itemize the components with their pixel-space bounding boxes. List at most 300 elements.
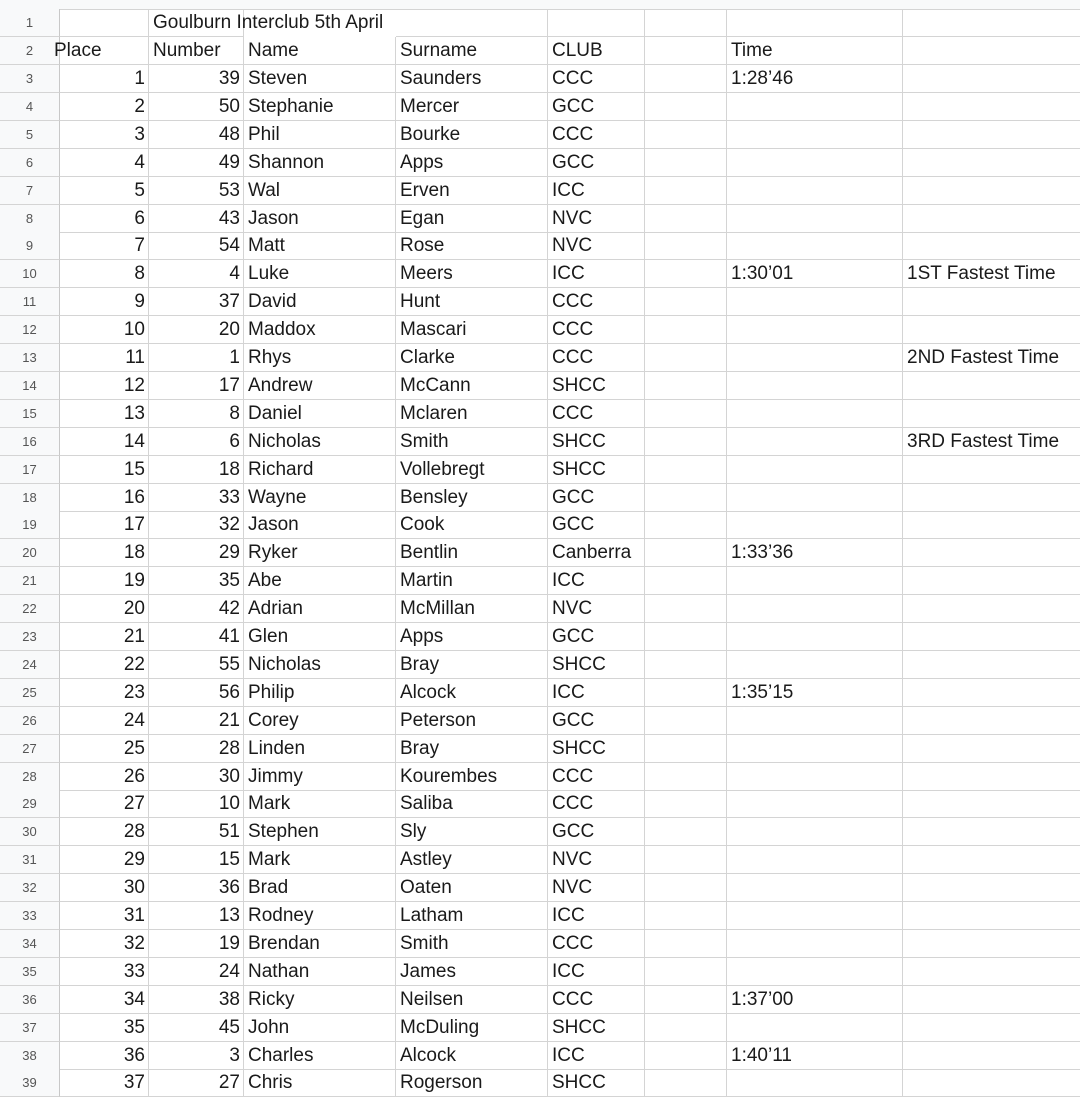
number-cell[interactable]: 8 (149, 400, 244, 428)
name-cell[interactable]: David (244, 288, 396, 316)
club-cell[interactable]: CCC (548, 986, 645, 1014)
note-cell[interactable] (903, 958, 1080, 986)
sheet-title[interactable]: Goulburn Interclub 5th April (149, 9, 244, 37)
club-cell[interactable]: CCC (548, 763, 645, 791)
number-cell[interactable]: 45 (149, 1014, 244, 1042)
surname-cell[interactable]: Apps (396, 149, 548, 177)
note-cell[interactable] (903, 400, 1080, 428)
row-number[interactable]: 26 (0, 707, 60, 735)
name-cell[interactable]: Nicholas (244, 651, 396, 679)
note-cell[interactable] (903, 484, 1080, 512)
time-cell[interactable]: 1:28’46 (727, 65, 903, 93)
place-cell[interactable]: 22 (60, 651, 149, 679)
row-number[interactable]: 15 (0, 400, 60, 428)
place-cell[interactable]: 7 (60, 232, 149, 260)
header-club[interactable]: CLUB (548, 37, 645, 65)
name-cell[interactable]: Rodney (244, 902, 396, 930)
number-cell[interactable]: 37 (149, 288, 244, 316)
cell[interactable] (645, 790, 727, 818)
surname-cell[interactable]: Saliba (396, 790, 548, 818)
club-cell[interactable]: CCC (548, 930, 645, 958)
note-cell[interactable] (903, 316, 1080, 344)
number-cell[interactable]: 43 (149, 205, 244, 233)
time-cell[interactable] (727, 428, 903, 456)
number-cell[interactable]: 1 (149, 344, 244, 372)
cell[interactable] (645, 372, 727, 400)
surname-cell[interactable]: Rose (396, 232, 548, 260)
cell[interactable] (645, 93, 727, 121)
time-cell[interactable] (727, 344, 903, 372)
number-cell[interactable]: 19 (149, 930, 244, 958)
number-cell[interactable]: 30 (149, 763, 244, 791)
row-number[interactable]: 13 (0, 344, 60, 372)
row-number[interactable]: 21 (0, 567, 60, 595)
name-cell[interactable]: Wal (244, 177, 396, 205)
time-cell[interactable]: 1:35’15 (727, 679, 903, 707)
club-cell[interactable]: GCC (548, 818, 645, 846)
cell[interactable] (645, 205, 727, 233)
row-number[interactable]: 2 (0, 37, 60, 65)
cell[interactable] (548, 9, 645, 37)
place-cell[interactable]: 35 (60, 1014, 149, 1042)
name-cell[interactable]: Rhys (244, 344, 396, 372)
place-cell[interactable]: 37 (60, 1069, 149, 1097)
row-number[interactable]: 29 (0, 790, 60, 818)
time-cell[interactable] (727, 316, 903, 344)
cell[interactable] (645, 316, 727, 344)
note-cell[interactable] (903, 763, 1080, 791)
place-cell[interactable]: 8 (60, 260, 149, 288)
place-cell[interactable]: 31 (60, 902, 149, 930)
place-cell[interactable]: 1 (60, 65, 149, 93)
surname-cell[interactable]: Hunt (396, 288, 548, 316)
row-number[interactable]: 17 (0, 456, 60, 484)
club-cell[interactable]: Canberra (548, 539, 645, 567)
surname-cell[interactable]: James (396, 958, 548, 986)
cell[interactable] (645, 344, 727, 372)
place-cell[interactable]: 9 (60, 288, 149, 316)
club-cell[interactable]: CCC (548, 400, 645, 428)
name-cell[interactable]: Linden (244, 735, 396, 763)
place-cell[interactable]: 24 (60, 707, 149, 735)
time-cell[interactable] (727, 121, 903, 149)
note-cell[interactable] (903, 986, 1080, 1014)
row-number[interactable]: 33 (0, 902, 60, 930)
time-cell[interactable] (727, 1069, 903, 1097)
number-cell[interactable]: 4 (149, 260, 244, 288)
cell[interactable] (645, 539, 727, 567)
number-cell[interactable]: 10 (149, 790, 244, 818)
cell[interactable] (645, 623, 727, 651)
note-cell[interactable] (903, 930, 1080, 958)
number-cell[interactable]: 24 (149, 958, 244, 986)
number-cell[interactable]: 50 (149, 93, 244, 121)
row-number[interactable]: 31 (0, 846, 60, 874)
place-cell[interactable]: 36 (60, 1042, 149, 1070)
place-cell[interactable]: 5 (60, 177, 149, 205)
name-cell[interactable]: Steven (244, 65, 396, 93)
note-cell[interactable] (903, 595, 1080, 623)
club-cell[interactable]: CCC (548, 344, 645, 372)
time-cell[interactable] (727, 846, 903, 874)
note-cell[interactable] (903, 205, 1080, 233)
number-cell[interactable]: 32 (149, 511, 244, 539)
note-cell[interactable] (903, 735, 1080, 763)
cell[interactable] (645, 735, 727, 763)
row-number[interactable]: 16 (0, 428, 60, 456)
surname-cell[interactable]: Bray (396, 735, 548, 763)
time-cell[interactable] (727, 232, 903, 260)
cell[interactable] (645, 986, 727, 1014)
note-cell[interactable] (903, 902, 1080, 930)
name-cell[interactable]: Jimmy (244, 763, 396, 791)
cell[interactable] (645, 651, 727, 679)
time-cell[interactable] (727, 372, 903, 400)
time-cell[interactable] (727, 763, 903, 791)
row-number[interactable]: 7 (0, 177, 60, 205)
time-cell[interactable]: 1:40’11 (727, 1042, 903, 1070)
place-cell[interactable]: 14 (60, 428, 149, 456)
number-cell[interactable]: 36 (149, 874, 244, 902)
name-cell[interactable]: Chris (244, 1069, 396, 1097)
place-cell[interactable]: 32 (60, 930, 149, 958)
name-cell[interactable]: Jason (244, 511, 396, 539)
row-number[interactable]: 36 (0, 986, 60, 1014)
name-cell[interactable]: Richard (244, 456, 396, 484)
row-number[interactable]: 35 (0, 958, 60, 986)
cell[interactable] (645, 232, 727, 260)
row-number[interactable]: 27 (0, 735, 60, 763)
time-cell[interactable]: 1:37’00 (727, 986, 903, 1014)
surname-cell[interactable]: Oaten (396, 874, 548, 902)
place-cell[interactable]: 33 (60, 958, 149, 986)
place-cell[interactable]: 11 (60, 344, 149, 372)
club-cell[interactable]: ICC (548, 177, 645, 205)
name-cell[interactable]: Abe (244, 567, 396, 595)
surname-cell[interactable]: Sly (396, 818, 548, 846)
name-cell[interactable]: Glen (244, 623, 396, 651)
number-cell[interactable]: 35 (149, 567, 244, 595)
note-cell[interactable] (903, 177, 1080, 205)
club-cell[interactable]: SHCC (548, 456, 645, 484)
place-cell[interactable]: 2 (60, 93, 149, 121)
place-cell[interactable]: 6 (60, 205, 149, 233)
name-cell[interactable]: Jason (244, 205, 396, 233)
header-number[interactable]: Number (149, 37, 244, 65)
club-cell[interactable]: CCC (548, 121, 645, 149)
number-cell[interactable]: 38 (149, 986, 244, 1014)
place-cell[interactable]: 15 (60, 456, 149, 484)
time-cell[interactable] (727, 149, 903, 177)
note-cell[interactable] (903, 539, 1080, 567)
surname-cell[interactable]: Rogerson (396, 1069, 548, 1097)
place-cell[interactable]: 29 (60, 846, 149, 874)
note-cell[interactable] (903, 65, 1080, 93)
time-cell[interactable] (727, 818, 903, 846)
time-cell[interactable] (727, 958, 903, 986)
name-cell[interactable]: Nicholas (244, 428, 396, 456)
club-cell[interactable]: ICC (548, 260, 645, 288)
note-cell[interactable] (903, 93, 1080, 121)
time-cell[interactable]: 1:33’36 (727, 539, 903, 567)
name-cell[interactable]: Matt (244, 232, 396, 260)
time-cell[interactable] (727, 874, 903, 902)
number-cell[interactable]: 53 (149, 177, 244, 205)
place-cell[interactable]: 23 (60, 679, 149, 707)
name-cell[interactable]: Corey (244, 707, 396, 735)
cell[interactable] (645, 37, 727, 65)
surname-cell[interactable]: McMillan (396, 595, 548, 623)
name-cell[interactable]: Nathan (244, 958, 396, 986)
cell[interactable] (645, 707, 727, 735)
row-number[interactable]: 1 (0, 9, 60, 37)
club-cell[interactable]: CCC (548, 288, 645, 316)
time-cell[interactable] (727, 595, 903, 623)
surname-cell[interactable]: Egan (396, 205, 548, 233)
header-name[interactable]: Name (244, 37, 396, 65)
place-cell[interactable]: 25 (60, 735, 149, 763)
row-number[interactable]: 8 (0, 205, 60, 233)
cell[interactable] (903, 37, 1080, 65)
surname-cell[interactable]: Vollebregt (396, 456, 548, 484)
cell[interactable] (645, 121, 727, 149)
place-cell[interactable]: 28 (60, 818, 149, 846)
club-cell[interactable]: GCC (548, 93, 645, 121)
name-cell[interactable]: Charles (244, 1042, 396, 1070)
place-cell[interactable]: 27 (60, 790, 149, 818)
note-cell[interactable]: 1ST Fastest Time (903, 260, 1080, 288)
row-number[interactable]: 30 (0, 818, 60, 846)
name-cell[interactable]: Mark (244, 846, 396, 874)
note-cell[interactable] (903, 874, 1080, 902)
time-cell[interactable] (727, 511, 903, 539)
club-cell[interactable]: SHCC (548, 1069, 645, 1097)
time-cell[interactable]: 1:30’01 (727, 260, 903, 288)
cell[interactable] (645, 1069, 727, 1097)
note-cell[interactable] (903, 567, 1080, 595)
row-number[interactable]: 10 (0, 260, 60, 288)
surname-cell[interactable]: Mascari (396, 316, 548, 344)
row-number[interactable]: 39 (0, 1069, 60, 1097)
row-number[interactable]: 37 (0, 1014, 60, 1042)
cell[interactable] (645, 177, 727, 205)
name-cell[interactable]: Philip (244, 679, 396, 707)
name-cell[interactable]: Mark (244, 790, 396, 818)
club-cell[interactable]: SHCC (548, 651, 645, 679)
time-cell[interactable] (727, 456, 903, 484)
time-cell[interactable] (727, 400, 903, 428)
cell[interactable] (645, 818, 727, 846)
row-number[interactable]: 23 (0, 623, 60, 651)
place-cell[interactable]: 30 (60, 874, 149, 902)
number-cell[interactable]: 15 (149, 846, 244, 874)
note-cell[interactable] (903, 121, 1080, 149)
cell[interactable] (903, 9, 1080, 37)
club-cell[interactable]: ICC (548, 1042, 645, 1070)
time-cell[interactable] (727, 567, 903, 595)
row-number[interactable]: 38 (0, 1042, 60, 1070)
place-cell[interactable]: 3 (60, 121, 149, 149)
cell[interactable] (60, 9, 149, 37)
surname-cell[interactable]: Meers (396, 260, 548, 288)
time-cell[interactable] (727, 205, 903, 233)
number-cell[interactable]: 33 (149, 484, 244, 512)
surname-cell[interactable]: McDuling (396, 1014, 548, 1042)
surname-cell[interactable]: Astley (396, 846, 548, 874)
surname-cell[interactable]: Latham (396, 902, 548, 930)
club-cell[interactable]: SHCC (548, 1014, 645, 1042)
surname-cell[interactable]: Cook (396, 511, 548, 539)
time-cell[interactable] (727, 1014, 903, 1042)
club-cell[interactable]: CCC (548, 65, 645, 93)
note-cell[interactable] (903, 707, 1080, 735)
surname-cell[interactable]: Smith (396, 428, 548, 456)
name-cell[interactable]: Stephen (244, 818, 396, 846)
note-cell[interactable] (903, 288, 1080, 316)
club-cell[interactable]: NVC (548, 205, 645, 233)
row-number[interactable]: 20 (0, 539, 60, 567)
cell[interactable] (645, 763, 727, 791)
name-cell[interactable]: Shannon (244, 149, 396, 177)
row-number[interactable]: 18 (0, 484, 60, 512)
row-number[interactable]: 32 (0, 874, 60, 902)
note-cell[interactable] (903, 372, 1080, 400)
row-number[interactable]: 28 (0, 763, 60, 791)
surname-cell[interactable]: Bray (396, 651, 548, 679)
header-surname[interactable]: Surname (396, 37, 548, 65)
club-cell[interactable]: SHCC (548, 372, 645, 400)
cell[interactable] (645, 400, 727, 428)
row-number[interactable]: 11 (0, 288, 60, 316)
surname-cell[interactable]: Bentlin (396, 539, 548, 567)
time-cell[interactable] (727, 902, 903, 930)
surname-cell[interactable]: McCann (396, 372, 548, 400)
number-cell[interactable]: 29 (149, 539, 244, 567)
header-place[interactable]: Place (60, 37, 149, 65)
surname-cell[interactable]: Kourembes (396, 763, 548, 791)
cell[interactable] (645, 846, 727, 874)
header-time[interactable]: Time (727, 37, 903, 65)
surname-cell[interactable]: Alcock (396, 1042, 548, 1070)
row-number[interactable]: 12 (0, 316, 60, 344)
name-cell[interactable]: Wayne (244, 484, 396, 512)
number-cell[interactable]: 27 (149, 1069, 244, 1097)
surname-cell[interactable]: Neilsen (396, 986, 548, 1014)
number-cell[interactable]: 48 (149, 121, 244, 149)
time-cell[interactable] (727, 790, 903, 818)
club-cell[interactable]: NVC (548, 232, 645, 260)
row-number[interactable]: 19 (0, 511, 60, 539)
place-cell[interactable]: 13 (60, 400, 149, 428)
surname-cell[interactable]: Bourke (396, 121, 548, 149)
note-cell[interactable] (903, 1069, 1080, 1097)
place-cell[interactable]: 20 (60, 595, 149, 623)
place-cell[interactable]: 12 (60, 372, 149, 400)
time-cell[interactable] (727, 623, 903, 651)
number-cell[interactable]: 54 (149, 232, 244, 260)
row-number[interactable]: 9 (0, 232, 60, 260)
number-cell[interactable]: 20 (149, 316, 244, 344)
name-cell[interactable]: Ricky (244, 986, 396, 1014)
club-cell[interactable]: NVC (548, 874, 645, 902)
row-number[interactable]: 5 (0, 121, 60, 149)
club-cell[interactable]: CCC (548, 790, 645, 818)
note-cell[interactable] (903, 149, 1080, 177)
cell[interactable] (645, 567, 727, 595)
name-cell[interactable]: Phil (244, 121, 396, 149)
place-cell[interactable]: 10 (60, 316, 149, 344)
row-number[interactable]: 4 (0, 93, 60, 121)
cell[interactable] (645, 1014, 727, 1042)
cell[interactable] (645, 456, 727, 484)
surname-cell[interactable]: Smith (396, 930, 548, 958)
number-cell[interactable]: 51 (149, 818, 244, 846)
cell[interactable] (645, 65, 727, 93)
club-cell[interactable]: GCC (548, 484, 645, 512)
time-cell[interactable] (727, 177, 903, 205)
name-cell[interactable]: Stephanie (244, 93, 396, 121)
row-number[interactable]: 22 (0, 595, 60, 623)
note-cell[interactable] (903, 456, 1080, 484)
surname-cell[interactable]: Clarke (396, 344, 548, 372)
number-cell[interactable]: 13 (149, 902, 244, 930)
club-cell[interactable]: ICC (548, 567, 645, 595)
note-cell[interactable] (903, 790, 1080, 818)
cell[interactable] (727, 9, 903, 37)
cell[interactable] (645, 1042, 727, 1070)
club-cell[interactable]: CCC (548, 316, 645, 344)
surname-cell[interactable]: Alcock (396, 679, 548, 707)
cell[interactable] (645, 874, 727, 902)
note-cell[interactable] (903, 511, 1080, 539)
number-cell[interactable]: 41 (149, 623, 244, 651)
name-cell[interactable]: Daniel (244, 400, 396, 428)
time-cell[interactable] (727, 735, 903, 763)
cell[interactable] (645, 930, 727, 958)
surname-cell[interactable]: Erven (396, 177, 548, 205)
note-cell[interactable] (903, 1014, 1080, 1042)
name-cell[interactable]: Adrian (244, 595, 396, 623)
number-cell[interactable]: 55 (149, 651, 244, 679)
club-cell[interactable]: ICC (548, 902, 645, 930)
note-cell[interactable]: 3RD Fastest Time (903, 428, 1080, 456)
number-cell[interactable]: 28 (149, 735, 244, 763)
name-cell[interactable]: Brad (244, 874, 396, 902)
club-cell[interactable]: ICC (548, 958, 645, 986)
name-cell[interactable]: Ryker (244, 539, 396, 567)
cell[interactable] (645, 595, 727, 623)
note-cell[interactable] (903, 846, 1080, 874)
surname-cell[interactable]: Martin (396, 567, 548, 595)
name-cell[interactable]: Brendan (244, 930, 396, 958)
cell[interactable] (645, 679, 727, 707)
number-cell[interactable]: 3 (149, 1042, 244, 1070)
number-cell[interactable]: 17 (149, 372, 244, 400)
cell[interactable] (396, 9, 548, 37)
number-cell[interactable]: 21 (149, 707, 244, 735)
club-cell[interactable]: NVC (548, 846, 645, 874)
surname-cell[interactable]: Apps (396, 623, 548, 651)
name-cell[interactable]: Luke (244, 260, 396, 288)
cell[interactable] (645, 260, 727, 288)
place-cell[interactable]: 17 (60, 511, 149, 539)
note-cell[interactable] (903, 232, 1080, 260)
place-cell[interactable]: 34 (60, 986, 149, 1014)
time-cell[interactable] (727, 93, 903, 121)
number-cell[interactable]: 49 (149, 149, 244, 177)
club-cell[interactable]: GCC (548, 707, 645, 735)
row-number[interactable]: 34 (0, 930, 60, 958)
